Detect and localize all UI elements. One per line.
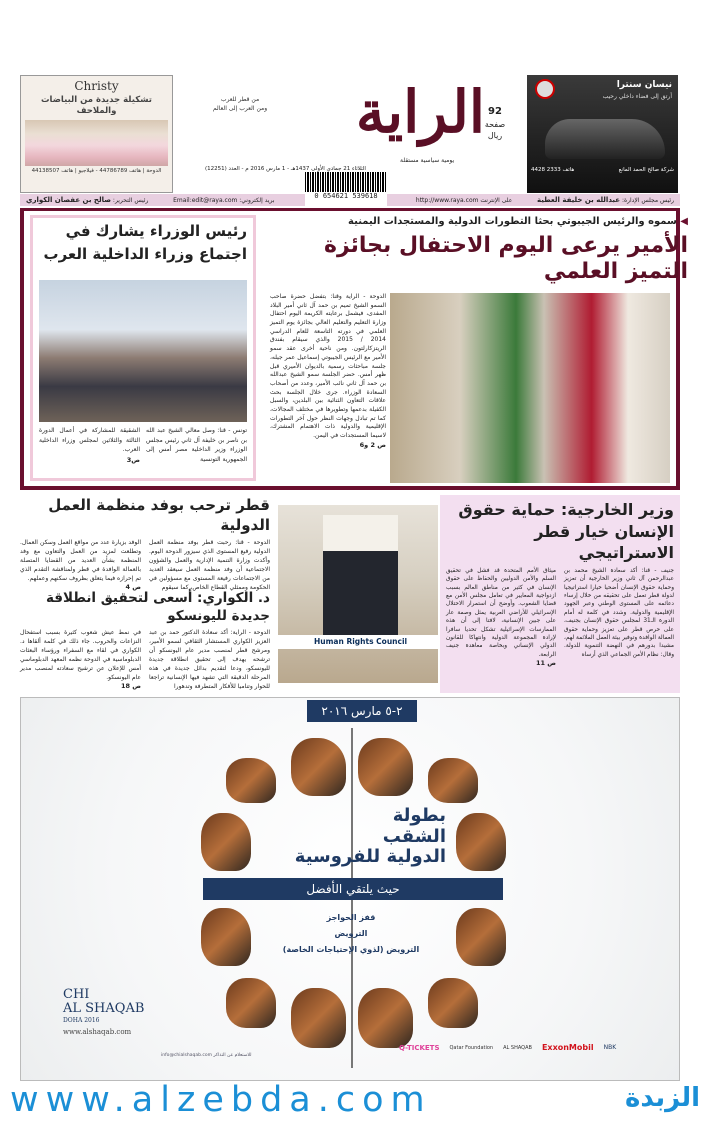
event-item: الترويض (334, 929, 368, 938)
lead-photo (390, 293, 670, 483)
ilo-text-col1: الدوحة - قنا: رحبت قطر بوفد منظمة العمل الدولية رفيع المستوى الذي سيزور الدوحة اليوم. وأكدت وزارة التنمية الإدارية والعمل والشؤون الاجتماعية أن وفد منظمة العمل سيعقد العديد من الاجتماعات رفيعة المستوى مع مسؤولين في الحكومة وممثلي القطاع الخاص، كما سيقوم (149, 539, 270, 591)
barcode (305, 172, 387, 206)
ad-events (261, 910, 441, 958)
masthead-descriptor: يومية سياسية مستقلة (400, 157, 455, 164)
slogan-line-2: ومن العرب إلى العالم (212, 105, 268, 112)
page-count: 92 (488, 106, 502, 117)
chi-line-1: CHI (63, 987, 90, 1002)
ilo-page-ref[interactable]: ص 4 (125, 583, 141, 591)
slogan-line-1: من قطر للعرب (220, 96, 260, 103)
nissan-title: نيسان سنترا (616, 80, 672, 90)
nissan-dealer: شركة صالح الحمد المانع (618, 167, 674, 173)
side-photo (39, 280, 247, 422)
event-item: الترويض (لذوي الإحتياجات الخاصة) (282, 945, 420, 954)
nissan-phone: هاتف 2333 4428 (531, 167, 575, 173)
event-item: قفز الحواجز (326, 913, 376, 922)
sponsor-nbk: NBK (603, 1044, 617, 1051)
side-text-col2: الشقيقة للمشاركة في أعمال الدورة الثالثة والثلاثين لمجلس وزراء الداخلية العرب. (39, 427, 140, 454)
sponsor-alshaqab: AL SHAQAB (503, 1044, 532, 1051)
lead-body-wrap (270, 293, 386, 450)
side-story[interactable] (30, 215, 256, 481)
chi-line-2: AL SHAQAB (63, 1001, 145, 1017)
website-label: على الإنترنت (480, 196, 513, 204)
editor-label: رئيس التحرير: (112, 197, 149, 204)
side-headline[interactable]: رئيس الوزراء يشارك في اجتماع وزراء الداخلية العرب (43, 222, 247, 263)
horse-image (201, 908, 251, 966)
watermark-url: www.alzebda.com (10, 1080, 432, 1120)
sponsor-exxonmobil: ExxonMobil (541, 1043, 594, 1052)
minister-photo (278, 505, 438, 683)
barcode-number: 0 654621 539618 (314, 192, 378, 200)
chi-line-3: DOHA 2016 (63, 1016, 100, 1024)
unesco-headline[interactable]: د. الكواري: أسعى لتحقيق انطلاقة جديدة لليونسكو (45, 590, 270, 624)
masthead-name: الراية (355, 78, 485, 146)
unesco-text-col2: في نمط عيش شعوب كثيرة بسبب استفحال النزاعات والحروب. جاء ذلك في كلمة ألقاها د. الكواري في لقاء مع السفراء ورؤساء البعثات الدبلوماسية في الدوحة نظمه المعهد الدبلوماسي أمس للإعلان عن ترشيح سعادته لمنصب مدير عام اليونسكو. (20, 629, 141, 682)
chi-logo (43, 988, 144, 1036)
lead-body: الدوحة - الراية وقنا: بتفضل حضرة صاحب السمو الشيخ تميم بن حمد آل ثاني أمير البلاد المفدى، فيشمل برعايته الكريمة اليوم احتفال وزارة التعليم والتعليم العالي بجائزة يوم التميز العلمي في دورته التاسعة للعام الدراسي 2014 / 2015 والذي سيقام بفندق الريتزكارلتون. ومن ناحية أخرى عقد سمو الأمير مع الرئيس الجيبوتي إسماعيل عمر جيله، جلسة مباحثات رسمية بالديوان الأميري قبل ظهر أمس. حضر الجلسة سمو الشيخ عبدالله بن حمد آل ثاني نائب الأمير، وعدد من أصحاب السعادة الوزراء. جرى خلال الجلسة بحث علاقات التعاون الثنائية بين البلدين، والسبل الكفيلة بدعمها وتطويرها في مختلف المجالات، كما تم تبادل وجهات النظر حول آخر التطورات الإقليمية والدولية ذات الاهتمام المشترك، لاسيما المستجدات في اليمن. (270, 293, 386, 439)
horse-image (428, 758, 478, 803)
sponsor-qatar-foundation: Qatar Foundation (449, 1044, 494, 1051)
hr-text-col1: جنيف - قنا: أكد سعادة الشيخ محمد بن عبدالرحمن آل ثاني وزير الخارجية أن تعزيز وحماية حقوق الإنسان أضحيا خيارا استراتيجيا لدولة قطر تعمل على تحقيقه من خلال إرساء دعائمه على المستوى الوطني وعبر الجهود الإقليمية والدولية. وشدد في كلمة له أمام الدورة الـ31 لمجلس حقوق الإنسان بجنيف، على حرص قطر على تعزيز وحماية حقوق العمالة الوافدة وتوفير بيئة العمل الملائمة لهم، مشيدا بدورهم في النهضة التنموية للدولة. وقال: نظام الأمن الجماعي الذي أرساه (564, 567, 675, 658)
lead-page-ref[interactable]: ص 2 و6 (359, 440, 386, 449)
christy-brand: Christy (74, 79, 119, 93)
bedding-image (25, 120, 168, 166)
ad-title-2: الشقب (382, 825, 446, 847)
hr-headline[interactable]: وزير الخارجية: حماية حقوق الإنسان خيار قطر الاستراتيجي (458, 500, 674, 563)
ilo-text-col2: الوفد بزيارة عدد من مواقع العمل وسكن العمال. وتطلعت لمزيد من العمل والتعاون مع وفد المنظمة بشأن العديد من القضايا المتصلة بالعمالة الوافدة في قطر ولمناقشة التقدم الذي تم إحرازه فيما يتعلق بظروف سكنهم وعملهم. (20, 539, 141, 582)
barcode-bars (305, 172, 387, 192)
hr-story[interactable] (440, 495, 680, 693)
horse-image (226, 978, 276, 1028)
editor-name: صالح بن عفصان الكواري (26, 196, 111, 204)
sponsor-qtickets: Q-TICKETS (399, 1043, 440, 1052)
email-label: بريد إلكتروني: (239, 196, 275, 204)
horse-image (201, 813, 251, 871)
unesco-story[interactable] (20, 590, 270, 692)
watermark-logo: الزبدة (625, 1083, 700, 1113)
ad-slogan: حيث يلتقي الأفضل (203, 878, 503, 900)
unesco-page-ref[interactable]: ص 18 (120, 682, 141, 691)
person-figure (323, 515, 398, 635)
unesco-text-col1: الدوحة - الراية: أكد سعادة الدكتور حمد بن عبد العزيز الكواري المستشار الثقافي لسمو الأمير، ومرشح قطر لمنصب مدير عام اليونسكو أن ترشحه يهدف إلى تحقيق انطلاقة جديدة لليونسكو، ودعا لتقديم بدائل جديدة في هذه المرحلة الدقيقة التي تشهد فيها الإنسانية تراجعا للحوار وتناميا للأفكار المتطرفة وتدهورا (149, 629, 270, 691)
horse-image (456, 813, 506, 871)
hrc-sign: Human Rights Council (278, 635, 438, 649)
hr-text-col2: ميثاق الأمم المتحدة قد فشل في تحقيق السلم والأمن الدوليين والحفاظ على حقوق الإنسان في كثير من مناطق العالم بسبب ازدواجية المعايير في تعامل مجلس الأمن مع قضايا الشعوب. وأوضح أن استمرار الاحتلال الإسرائيلي للأراضي العربية يمثل وصمة عار على جبين الإنسانية، لافتا إلى أن هذه الممارسات الإسرائيلية تشكل تحديا سافرا لإرادة المجموعة الدولية وانتهاكا للقانون الدولي الإنساني وبخاصة معاهدة جنيف الرابعة. (446, 567, 556, 658)
horse-image (291, 988, 346, 1048)
ad-title-1: بطولة (392, 805, 446, 826)
price-box (478, 105, 512, 141)
side-text-col1: تونس - قنا: وصل معالي الشيخ عبد الله بن ناصر بن خليفة آل ثاني رئيس مجلس الوزراء وزير الداخلية مصر أمس إلى الجمهورية التونسية (146, 427, 247, 463)
horse-image (456, 908, 506, 966)
ad-title-3: الدولية للفروسية (294, 846, 446, 868)
christy-contact: الدوحة | هاتف 44786789 - فيلاجيو | هاتف 44138507 (31, 168, 162, 174)
car-image (545, 119, 665, 159)
nissan-logo-icon (535, 79, 555, 99)
masthead-slogan (205, 95, 275, 113)
website-link[interactable]: http://www.raya.com (415, 196, 479, 204)
christy-tagline: تشكيلة جديدة من البياضات والملاحف (40, 95, 152, 116)
masthead-logo[interactable] (205, 77, 485, 155)
side-page-ref[interactable]: ص3 (126, 455, 140, 464)
sponsor-logos (399, 1043, 616, 1052)
horse-image (428, 978, 478, 1028)
hr-page-ref[interactable]: ص 11 (535, 659, 556, 668)
ilo-story[interactable] (20, 496, 270, 593)
alshaqab-ad[interactable] (20, 697, 680, 1081)
pages-label: صفحة (484, 120, 506, 129)
chairman-label: رئيس مجلس الإدارة: (621, 197, 674, 204)
ad-date: ٢-٥ مارس ٢٠١٦ (307, 700, 417, 722)
price-label: ريال (487, 131, 503, 141)
lead-kicker: ◀ سموه والرئيس الجيبوتي بحثا التطورات الدولية والمستجدات اليمنية (265, 216, 688, 227)
chairman-name: عبدالله بن خليفة العطية (537, 196, 621, 204)
email-link[interactable]: Email:edit@raya.com (173, 196, 238, 204)
date-line: الثلاثاء 21 جمادي الأولى 1437هـ - 1 مارس 2016 م - العدد (12251) (205, 166, 366, 172)
horse-image (226, 758, 276, 803)
horse-image (291, 738, 346, 796)
horse-image (358, 988, 413, 1048)
ad-website[interactable]: www.alshaqab.com (63, 1027, 132, 1036)
ad-title (261, 806, 446, 868)
horse-image (358, 738, 413, 796)
nissan-ad[interactable] (527, 75, 678, 193)
christy-ad[interactable] (20, 75, 173, 193)
lead-headline[interactable]: الأمير يرعى اليوم الاحتفال بجائزة التميز العلمي (323, 233, 688, 285)
ilo-headline[interactable]: قطر ترحب بوفد منظمة العمل الدولية (48, 496, 270, 534)
nissan-subtitle: أرتق إلى فضاء داخلي رحيب (602, 93, 672, 100)
ad-email[interactable]: info@chialshaqab.com للاستعلام عن التذاكر (161, 1053, 252, 1058)
